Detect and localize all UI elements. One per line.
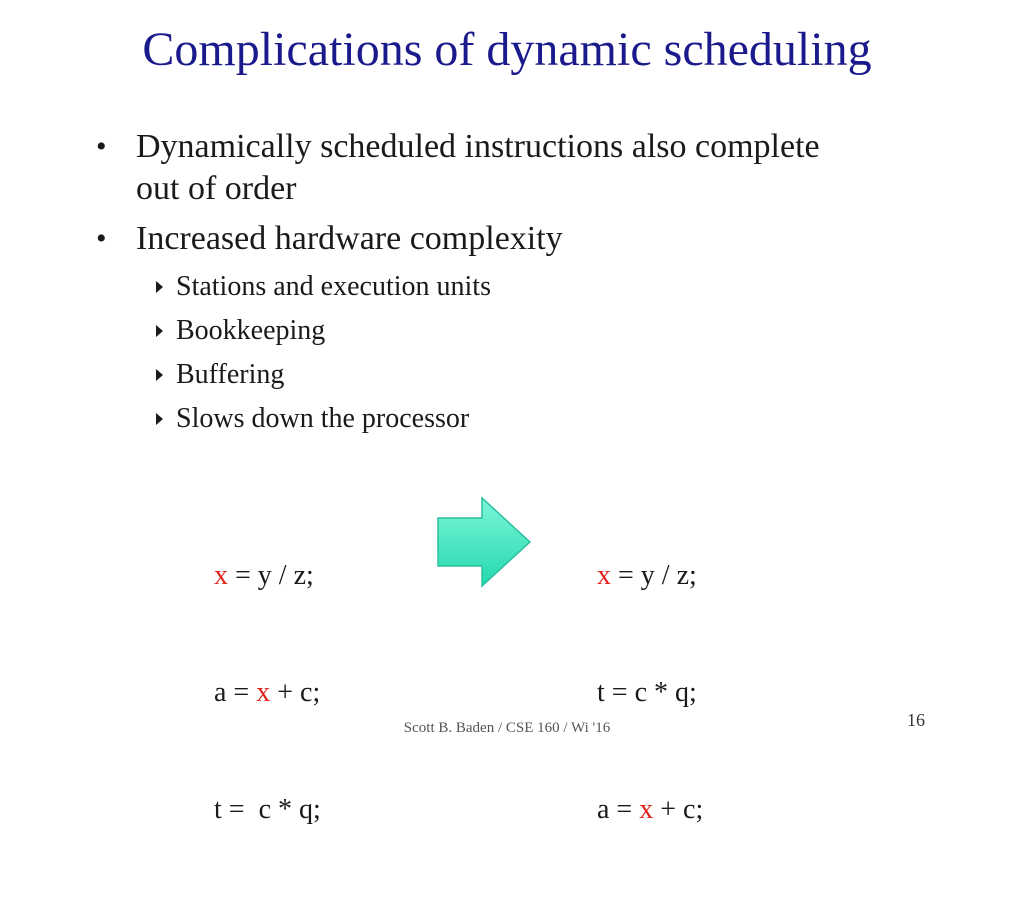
right-arrow-icon-graphic bbox=[432, 494, 536, 594]
code-var-highlight: x bbox=[639, 794, 654, 825]
code-line bbox=[214, 790, 321, 829]
bullet-item bbox=[96, 218, 936, 260]
sub-bullet-text: Bookkeeping bbox=[176, 315, 326, 346]
code-text: t = c * q; bbox=[214, 794, 321, 825]
bullet-text-continuation: out of order bbox=[136, 170, 297, 207]
code-text: a = bbox=[597, 794, 640, 825]
sub-bullet-item bbox=[156, 397, 491, 441]
code-var-highlight: x bbox=[597, 560, 611, 591]
code-block-after bbox=[597, 478, 703, 907]
code-text: a = bbox=[214, 677, 257, 708]
code-text: = y / z; bbox=[611, 560, 697, 591]
sub-bullet-item bbox=[156, 265, 491, 309]
sub-bullet-item bbox=[156, 353, 491, 397]
sub-bullet-text: Stations and execution units bbox=[176, 271, 491, 302]
triangle-right-icon bbox=[156, 281, 163, 293]
code-line bbox=[214, 673, 321, 712]
sub-bullet-item bbox=[156, 309, 491, 353]
sub-bullet-list bbox=[156, 265, 491, 441]
slide-footer: Scott B. Baden / CSE 160 / Wi '16 bbox=[403, 720, 611, 736]
triangle-right-icon bbox=[156, 413, 163, 425]
code-text: t = c * q; bbox=[597, 677, 697, 708]
triangle-right-icon bbox=[156, 369, 163, 381]
code-line bbox=[597, 790, 703, 829]
sub-bullet-text: Slows down the processor bbox=[176, 403, 470, 434]
right-arrow-icon bbox=[432, 494, 536, 594]
code-var-highlight: x bbox=[214, 560, 228, 591]
page-number: 16 bbox=[907, 710, 925, 730]
code-block-before bbox=[214, 478, 321, 907]
code-line bbox=[214, 556, 321, 595]
bullet-text: Increased hardware complexity bbox=[136, 220, 563, 257]
code-line bbox=[597, 556, 703, 595]
code-var-highlight: x bbox=[256, 677, 271, 708]
triangle-right-icon bbox=[156, 325, 163, 337]
slide-title: Complications of dynamic scheduling bbox=[142, 23, 872, 76]
code-text: + c; bbox=[653, 794, 704, 825]
bullet-dot-icon: • bbox=[96, 222, 107, 255]
code-text: + c; bbox=[270, 677, 321, 708]
bullet-item bbox=[96, 126, 936, 210]
bullet-dot-icon: • bbox=[96, 130, 107, 163]
sub-bullet-text: Buffering bbox=[176, 359, 285, 390]
code-text: = y / z; bbox=[228, 560, 314, 591]
bullet-text: Dynamically scheduled instructions also complete bbox=[136, 128, 820, 165]
code-line bbox=[597, 673, 703, 712]
bullet-list bbox=[96, 126, 936, 268]
